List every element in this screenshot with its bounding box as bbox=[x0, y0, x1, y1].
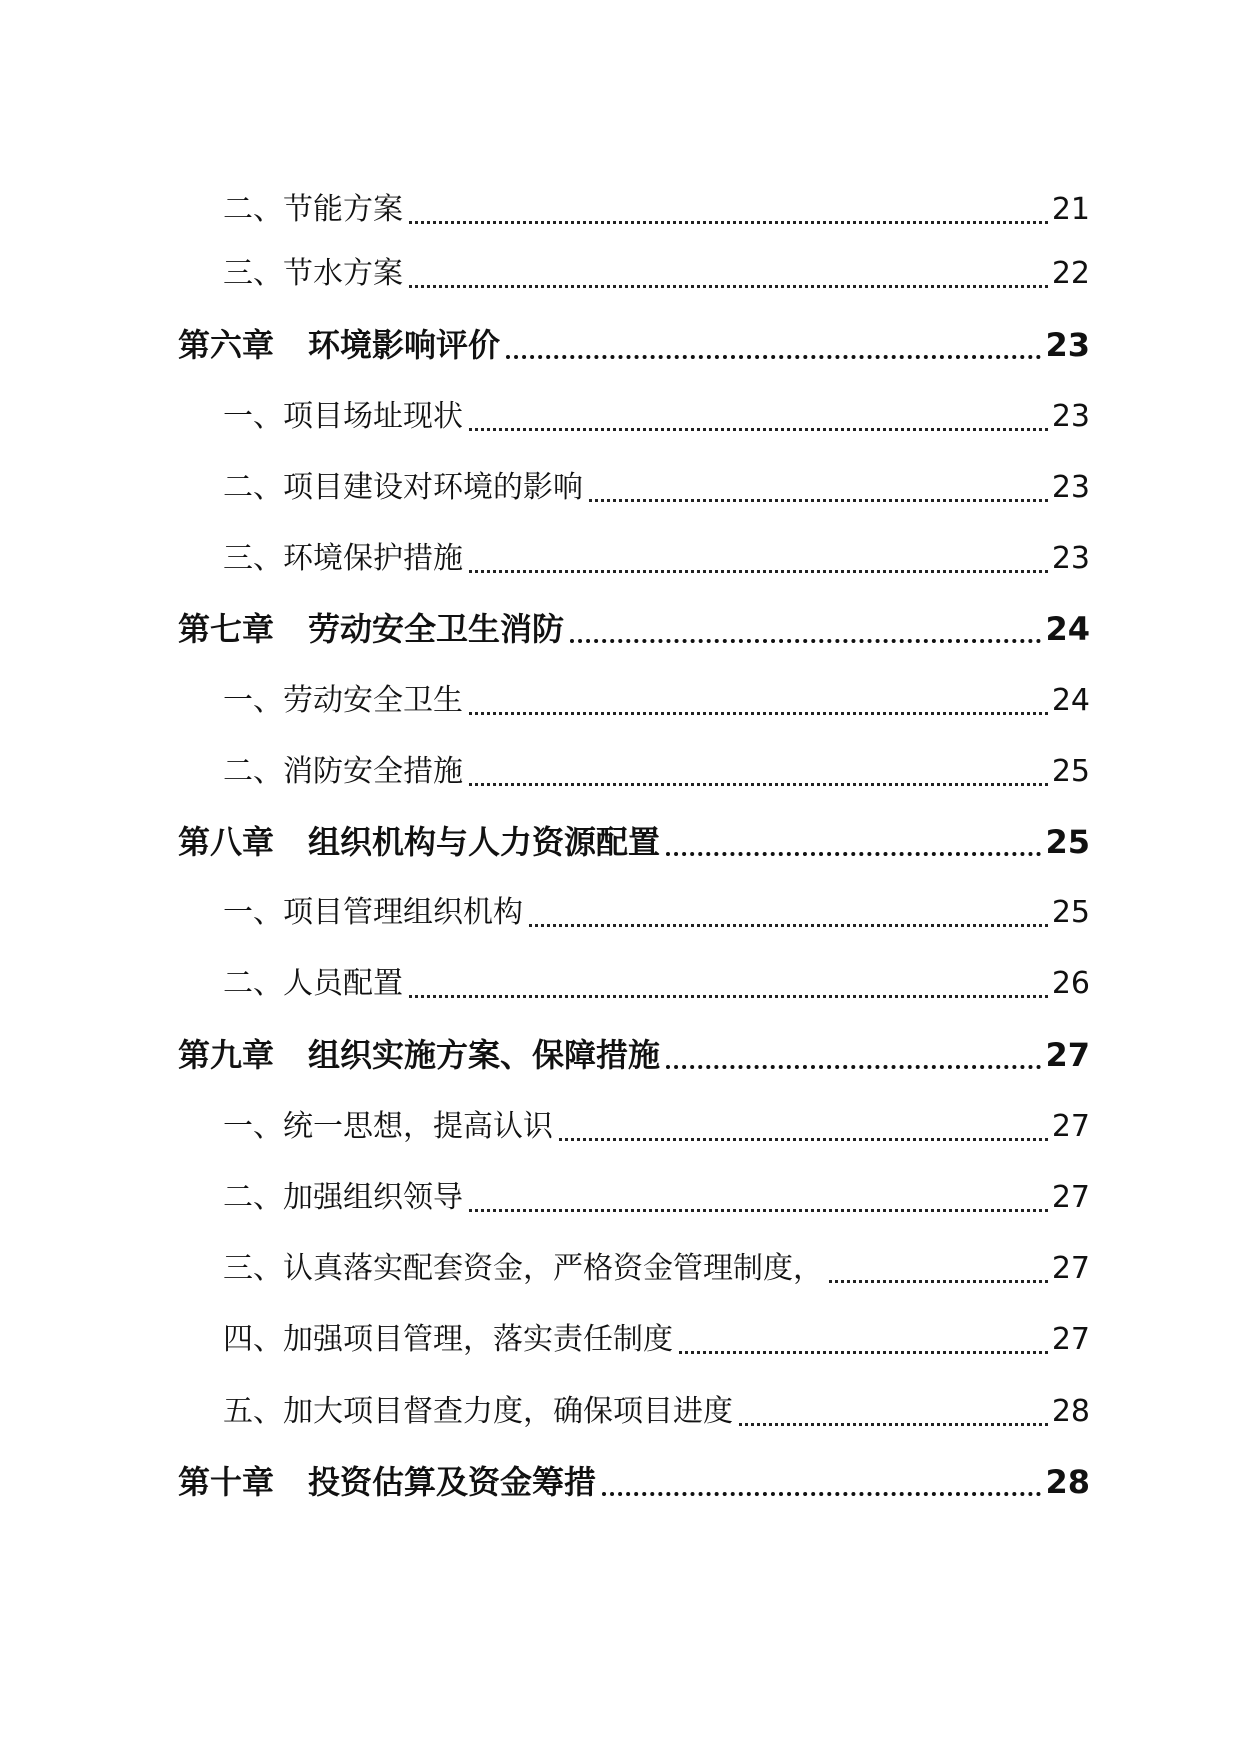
dot-leader bbox=[666, 1065, 1041, 1069]
toc-entry-label: 一、项目管理组织机构 bbox=[223, 895, 523, 930]
toc-chapter-entry[interactable] bbox=[178, 1458, 1090, 1506]
chapter-title: 组织机构与人力资源配置 bbox=[308, 823, 661, 861]
toc-page-number: 28 bbox=[1045, 1463, 1090, 1501]
chapter-number: 第六章 bbox=[178, 326, 275, 364]
toc-chapter-heading bbox=[178, 321, 500, 369]
toc-page-number: 23 bbox=[1051, 399, 1090, 434]
toc-entry[interactable] bbox=[223, 1388, 1090, 1436]
toc-entry-label: 一、统一思想，提高认识 bbox=[223, 1109, 553, 1144]
chapter-number: 第八章 bbox=[178, 823, 275, 861]
toc-page-number: 25 bbox=[1051, 754, 1090, 789]
dot-leader bbox=[829, 1280, 1048, 1283]
dot-leader bbox=[529, 924, 1048, 927]
toc-chapter-heading bbox=[178, 1031, 660, 1079]
chapter-title: 劳动安全卫生消防 bbox=[308, 610, 565, 648]
toc-chapter-entry[interactable] bbox=[178, 1031, 1090, 1079]
dot-leader bbox=[666, 852, 1041, 856]
dot-leader bbox=[506, 355, 1041, 359]
toc-page-number: 28 bbox=[1051, 1394, 1090, 1429]
dot-leader bbox=[589, 499, 1048, 502]
toc-entry[interactable] bbox=[223, 960, 1090, 1008]
chapter-number: 第七章 bbox=[178, 610, 275, 648]
toc-page-number: 27 bbox=[1051, 1109, 1090, 1144]
toc-entry-label: 二、加强组织领导 bbox=[223, 1180, 463, 1215]
toc-page-number: 27 bbox=[1045, 1036, 1090, 1074]
dot-leader bbox=[559, 1138, 1048, 1141]
toc-entry[interactable] bbox=[223, 1245, 1090, 1293]
toc-entry-label: 二、项目建设对环境的影响 bbox=[223, 470, 583, 505]
toc-page-number: 23 bbox=[1051, 470, 1090, 505]
toc-entry-label: 四、加强项目管理，落实责任制度 bbox=[223, 1322, 673, 1357]
toc-entry[interactable] bbox=[223, 250, 1090, 298]
dot-leader bbox=[679, 1351, 1048, 1354]
toc-entry[interactable] bbox=[223, 186, 1090, 234]
toc-page-number: 24 bbox=[1045, 610, 1090, 648]
toc-entry-label: 二、消防安全措施 bbox=[223, 754, 463, 789]
toc-entry[interactable] bbox=[223, 393, 1090, 441]
toc-page-number: 25 bbox=[1045, 823, 1090, 861]
chapter-title: 组织实施方案、保障措施 bbox=[308, 1036, 661, 1074]
toc-chapter-entry[interactable] bbox=[178, 321, 1090, 369]
toc-entry-label: 一、项目场址现状 bbox=[223, 399, 463, 434]
chapter-number: 第十章 bbox=[178, 1463, 275, 1501]
toc-chapter-heading bbox=[178, 605, 564, 653]
toc-entry-label: 一、劳动安全卫生 bbox=[223, 683, 463, 718]
toc-page-number: 23 bbox=[1045, 326, 1090, 364]
dot-leader bbox=[409, 285, 1048, 288]
chapter-title: 环境影响评价 bbox=[308, 326, 501, 364]
toc-page-number: 27 bbox=[1051, 1180, 1090, 1215]
toc-entry[interactable] bbox=[223, 1103, 1090, 1151]
dot-leader bbox=[602, 1492, 1041, 1496]
toc-chapter-heading bbox=[178, 1458, 596, 1506]
toc-page-number: 27 bbox=[1051, 1251, 1090, 1286]
toc-page-number: 25 bbox=[1051, 895, 1090, 930]
toc-chapter-heading bbox=[178, 818, 660, 866]
dot-leader bbox=[739, 1423, 1048, 1426]
dot-leader bbox=[469, 712, 1048, 715]
toc-entry[interactable] bbox=[223, 1174, 1090, 1222]
dot-leader bbox=[469, 428, 1048, 431]
dot-leader bbox=[469, 783, 1048, 786]
toc-entry-label: 二、人员配置 bbox=[223, 966, 403, 1001]
toc-entry[interactable] bbox=[223, 889, 1090, 937]
toc-entry[interactable] bbox=[223, 677, 1090, 725]
dot-leader bbox=[409, 221, 1048, 224]
dot-leader bbox=[469, 1209, 1048, 1212]
toc-entry-label: 三、节水方案 bbox=[223, 256, 403, 291]
dot-leader bbox=[409, 995, 1048, 998]
chapter-title: 投资估算及资金筹措 bbox=[308, 1463, 597, 1501]
toc-page-number: 21 bbox=[1051, 192, 1090, 227]
toc-entry-label: 三、认真落实配套资金，严格资金管理制度， bbox=[223, 1251, 823, 1286]
toc-page-number: 23 bbox=[1051, 541, 1090, 576]
toc-entry-label: 三、环境保护措施 bbox=[223, 541, 463, 576]
toc-page-number: 26 bbox=[1051, 966, 1090, 1001]
dot-leader bbox=[469, 570, 1048, 573]
toc-entry[interactable] bbox=[223, 1316, 1090, 1364]
toc-chapter-entry[interactable] bbox=[178, 605, 1090, 653]
toc-page-number: 27 bbox=[1051, 1322, 1090, 1357]
toc-entry-label: 五、加大项目督查力度，确保项目进度 bbox=[223, 1394, 733, 1429]
toc-entry-label: 二、节能方案 bbox=[223, 192, 403, 227]
dot-leader bbox=[570, 639, 1041, 643]
toc-page-number: 24 bbox=[1051, 683, 1090, 718]
toc-entry[interactable] bbox=[223, 748, 1090, 796]
toc-chapter-entry[interactable] bbox=[178, 818, 1090, 866]
toc-page-number: 22 bbox=[1051, 256, 1090, 291]
chapter-number: 第九章 bbox=[178, 1036, 275, 1074]
toc-entry[interactable] bbox=[223, 464, 1090, 512]
toc-entry[interactable] bbox=[223, 535, 1090, 583]
